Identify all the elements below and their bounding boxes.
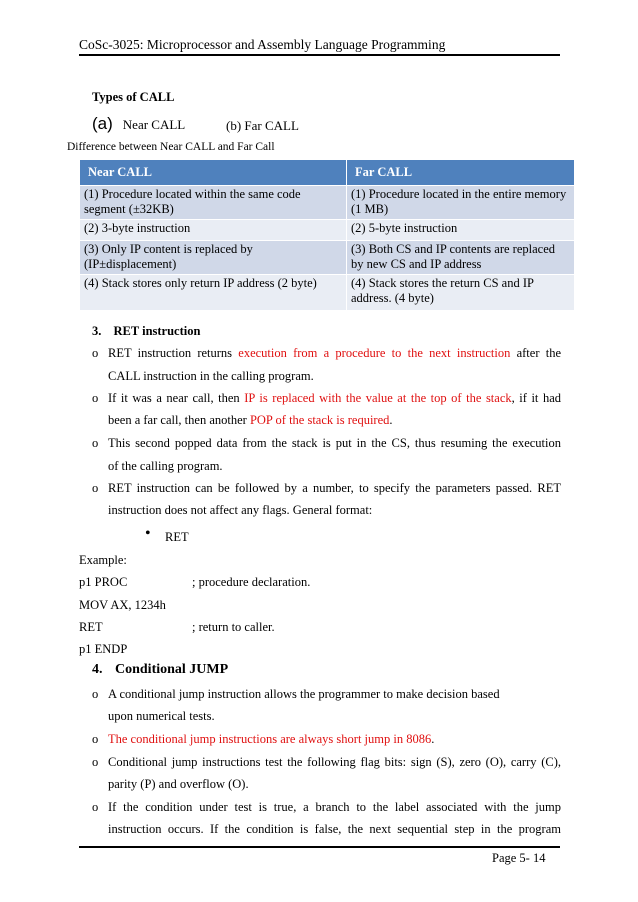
table-row bbox=[80, 275, 575, 311]
format-bullet: • bbox=[145, 525, 151, 542]
ret-bullet-3-line-1: This second popped data from the stack is put in the CS, thus resuming the execution bbox=[108, 436, 561, 450]
text-span: after the bbox=[510, 346, 562, 360]
ret-bullet-1-line-1 bbox=[108, 346, 561, 361]
bullet-marker: o bbox=[92, 481, 99, 495]
text-span: RET instruction returns bbox=[108, 346, 239, 360]
table-cell: (4) Stack stores the return CS and IP address. (4 byte) bbox=[347, 275, 575, 311]
ret-section-title: RET instruction bbox=[113, 324, 201, 338]
text-span: . bbox=[431, 732, 435, 746]
table-row bbox=[80, 220, 575, 241]
ret-bullet-3-line-2: of the calling program. bbox=[108, 459, 223, 473]
code-line: RET bbox=[79, 620, 103, 634]
comparison-table bbox=[79, 159, 575, 311]
jump-section-title: Conditional JUMP bbox=[115, 662, 229, 677]
bullet-marker: o bbox=[92, 391, 99, 405]
ret-bullet-4-line-1: RET instruction can be followed by a number, to specify the parameters passed. RET bbox=[108, 481, 561, 495]
ret-section-heading bbox=[92, 324, 200, 339]
text-span: . bbox=[389, 413, 393, 427]
header-far-call: Far CALL bbox=[347, 160, 575, 186]
text-span: been a far call, then another bbox=[108, 413, 250, 427]
table-cell: (3) Only IP content is replaced by (IP±displacement) bbox=[80, 241, 347, 275]
table-header-row bbox=[80, 160, 575, 186]
bullet-marker: o bbox=[92, 687, 99, 701]
code-comment: ; return to caller. bbox=[192, 620, 275, 634]
jump-bullet-3-line-1: Conditional jump instructions test the following flag bits: sign (S), zero (O), carry (C), bbox=[108, 755, 561, 769]
highlighted-text: The conditional jump instructions are always short jump in 8086 bbox=[108, 732, 432, 746]
jump-section-heading bbox=[92, 662, 228, 678]
highlighted-text: IP is replaced with the value at the top of the stack bbox=[244, 391, 512, 405]
table-cell: (3) Both CS and IP contents are replaced by new CS and IP address bbox=[347, 241, 575, 275]
option-a-text: Near CALL bbox=[122, 117, 186, 132]
text-span: , if it had bbox=[511, 391, 561, 405]
ret-section-number: 3. bbox=[92, 324, 102, 338]
jump-bullet-1-line-1: A conditional jump instruction allows the programmer to make decision based bbox=[108, 687, 500, 701]
footer-rule bbox=[79, 846, 560, 848]
table-cell: (1) Procedure located in the entire memory (1 MB) bbox=[347, 186, 575, 220]
ret-bullet-1-line-2: CALL instruction in the calling program. bbox=[108, 369, 314, 383]
table-cell: (2) 3-byte instruction bbox=[80, 220, 347, 241]
table-row bbox=[80, 241, 575, 275]
bullet-marker: o bbox=[92, 800, 99, 814]
page-header: CoSc-3025: Microprocessor and Assembly Language Programming bbox=[79, 37, 446, 52]
bullet-marker: o bbox=[92, 732, 99, 746]
header-near-call: Near CALL bbox=[80, 160, 347, 186]
table-cell: (1) Procedure located within the same code segment (±32KB) bbox=[80, 186, 347, 220]
code-line: p1 PROC bbox=[79, 575, 128, 589]
jump-bullet-4-line-1: If the condition under test is true, a branch to the label associated with the jump bbox=[108, 800, 561, 814]
page-number: Page 5- 14 bbox=[492, 851, 546, 865]
highlighted-text: POP of the stack is required bbox=[249, 413, 390, 427]
ret-bullet-4-line-2: instruction does not affect any flags. General format: bbox=[108, 503, 373, 517]
bullet-marker: o bbox=[92, 755, 99, 769]
jump-bullet-2 bbox=[108, 732, 434, 747]
example-label: Example: bbox=[79, 553, 127, 567]
ret-bullet-2-line-2 bbox=[108, 413, 561, 428]
header-rule bbox=[79, 54, 560, 56]
code-line: p1 ENDP bbox=[79, 642, 128, 656]
code-comment: ; procedure declaration. bbox=[192, 575, 311, 589]
table-cell: (4) Stack stores only return IP address (2 byte) bbox=[80, 275, 347, 311]
jump-bullet-3-line-2: parity (P) and overflow (O). bbox=[108, 777, 249, 791]
types-of-call-options bbox=[92, 114, 185, 134]
text-span: If it was a near call, then bbox=[108, 391, 245, 405]
ret-bullet-2-line-1 bbox=[108, 391, 561, 406]
format-text: RET bbox=[165, 530, 189, 544]
jump-bullet-4-line-2: instruction occurs. If the condition is false, the next sequential step in the program bbox=[108, 822, 561, 836]
table-row bbox=[80, 186, 575, 220]
option-a-marker: (a) bbox=[92, 114, 113, 133]
table-cell: (2) 5-byte instruction bbox=[347, 220, 575, 241]
code-line: MOV AX, 1234h bbox=[79, 598, 166, 612]
bullet-marker: o bbox=[92, 346, 99, 360]
jump-bullet-1-line-2: upon numerical tests. bbox=[108, 709, 215, 723]
types-of-call-heading: Types of CALL bbox=[92, 90, 175, 104]
bullet-marker: o bbox=[92, 436, 99, 450]
difference-title: Difference between Near CALL and Far Call bbox=[67, 141, 275, 153]
highlighted-text: execution from a procedure to the next instruction bbox=[238, 346, 511, 360]
option-b-text: (b) Far CALL bbox=[226, 118, 299, 133]
jump-section-number: 4. bbox=[92, 662, 103, 677]
